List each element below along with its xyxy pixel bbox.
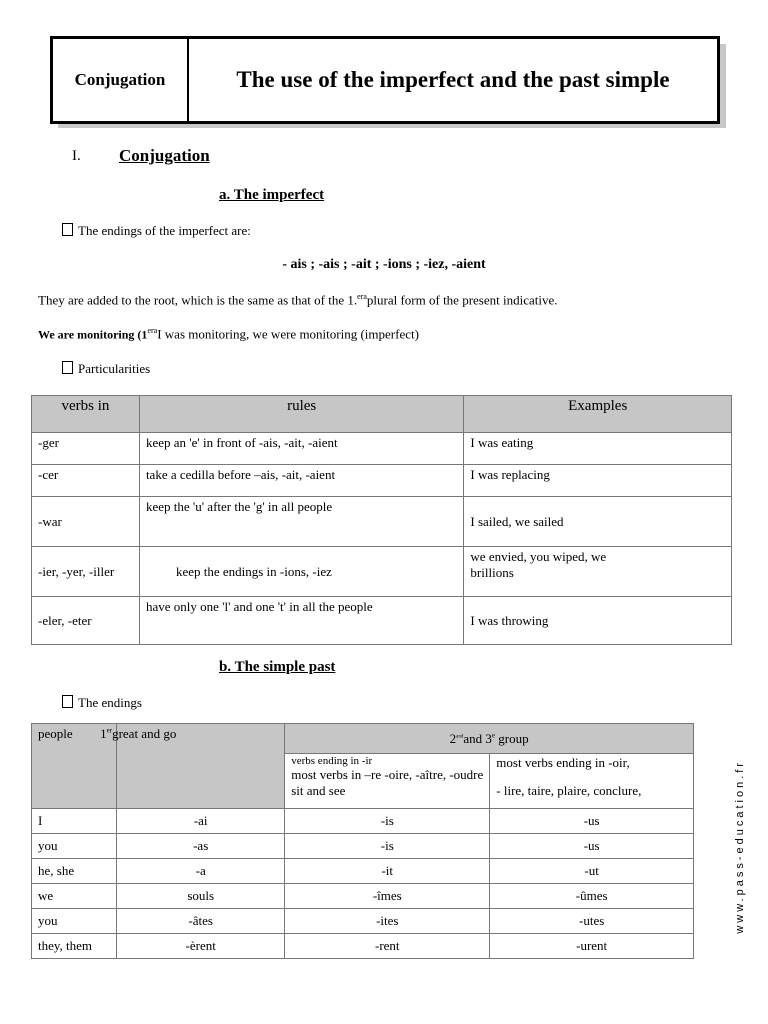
example-sup: era (147, 326, 158, 335)
root-sup: era (357, 292, 367, 301)
table-cell: we (32, 884, 117, 909)
col-header-people: people (32, 724, 117, 809)
col-header-second-third-group (285, 724, 694, 754)
table-cell: -ites (285, 909, 490, 934)
table-cell: -a (117, 859, 285, 884)
group-num: 2 (449, 730, 457, 746)
table-row (32, 934, 694, 959)
table-cell: -urent (490, 934, 694, 959)
imperfect-endings: - ais ; -ais ; -ait ; -ions ; -iez, -aient (282, 257, 486, 272)
table-cell: we envied, you wiped, we brillions (464, 547, 732, 597)
particularities-text: Particularities (78, 361, 151, 376)
table-cell: -us (490, 834, 694, 859)
sub-lire: - lire, taire, plaire, conclure, (496, 783, 642, 798)
table-cell: they, them (32, 934, 117, 959)
table-cell: you (32, 834, 117, 859)
first-group-sup: er (106, 726, 113, 735)
endings-intro-text: The endings of the imperfect are: (78, 223, 251, 238)
table-cell: take a cedilla before –ais, -ait, -aient (139, 465, 463, 497)
table-cell: -èrent (117, 934, 285, 959)
example-sentence (38, 326, 419, 342)
table-cell: I sailed, we sailed (464, 497, 732, 547)
page-title: The use of the imperfect and the past simple (236, 67, 670, 92)
example-bold: We are monitoring (1 (38, 327, 148, 342)
table-cell: -îmes (285, 884, 490, 909)
table-cell: -eler, -eter (32, 597, 140, 645)
table-row (32, 547, 732, 597)
table-row (32, 809, 694, 834)
sub-sit: sit and see (291, 783, 346, 798)
header-box (50, 36, 720, 124)
sub-re: most verbs in –re -oire, -aître, -oudre (291, 767, 484, 782)
header-category: Conjugation (53, 39, 189, 121)
table-cell: you (32, 909, 117, 934)
website-watermark: www.pass-education.fr (734, 760, 746, 934)
root-pre: They are added to the root, which is the same as that of the 1. (38, 292, 358, 308)
root-sentence (38, 292, 558, 308)
checkbox-bullet-icon (62, 361, 73, 374)
table-cell: -ai (117, 809, 285, 834)
table-cell: -cer (32, 465, 140, 497)
table-row (32, 497, 732, 547)
imperfect-particularities-table (31, 395, 732, 645)
imperfect-title: a. The imperfect (219, 187, 325, 203)
sub-oir: most verbs ending in -oir, (496, 755, 630, 770)
table-cell: I (32, 809, 117, 834)
simple-past-title: b. The simple past (219, 659, 336, 675)
table-cell: -us (490, 809, 694, 834)
table-cell: he, she (32, 859, 117, 884)
table-row (32, 859, 694, 884)
table-cell: -war (32, 497, 140, 547)
table-cell: I was eating (464, 433, 732, 465)
col-subheader-oir (490, 754, 694, 809)
checkbox-bullet-icon (62, 223, 73, 236)
table-row (32, 834, 694, 859)
table-cell: -is (285, 834, 490, 859)
table-cell: -ger (32, 433, 140, 465)
table-header-row (32, 396, 732, 433)
group-sup-2: e (491, 731, 495, 740)
table-cell: -ûmes (490, 884, 694, 909)
table-row (32, 597, 732, 645)
table-cell: keep the 'u' after the 'g' in all people (139, 497, 463, 547)
imperfect-endings-intro (62, 223, 251, 239)
table-row (32, 433, 732, 465)
particularities-heading (62, 361, 150, 377)
col-header-rules: rules (139, 396, 463, 433)
table-cell: -utes (490, 909, 694, 934)
col-subheader-ir-re (285, 754, 490, 809)
col-header-examples: Examples (464, 396, 732, 433)
table-cell: souls (117, 884, 285, 909)
sub-ir: verbs ending in -ir (291, 755, 373, 767)
table-row (32, 909, 694, 934)
table-cell: have only one 'l' and one 't' in all the people (139, 597, 463, 645)
root-post: plural form of the present indicative. (366, 292, 558, 308)
section-number: I. (72, 148, 81, 164)
table-cell: -âtes (117, 909, 285, 934)
simple-past-endings-table (31, 723, 694, 959)
table-cell: -is (285, 809, 490, 834)
table-cell: -as (117, 834, 285, 859)
table-cell: I was replacing (464, 465, 732, 497)
simple-past-endings-intro (62, 695, 142, 711)
table-header-row (32, 724, 694, 754)
table-cell: -ier, -yer, -iller (32, 547, 140, 597)
checkbox-bullet-icon (62, 695, 73, 708)
col-header-first-group (100, 724, 285, 809)
table-cell: I was throwing (464, 597, 732, 645)
section-title: Conjugation (119, 146, 210, 165)
table-cell: -rent (285, 934, 490, 959)
table-cell: -it (285, 859, 490, 884)
group-label: group (495, 730, 529, 746)
table-cell: keep the endings in -ions, -iez (139, 547, 463, 597)
col-header-verbs: verbs in (32, 396, 140, 433)
table-cell: -ut (490, 859, 694, 884)
group-sup-1: and (456, 734, 464, 740)
first-group-num: 1 (100, 726, 107, 741)
table-row (32, 465, 732, 497)
table-cell: keep an 'e' in front of -ais, -ait, -aient (139, 433, 463, 465)
example-rest: I was monitoring, we were monitoring (imperfect) (157, 326, 419, 342)
table-row (32, 884, 694, 909)
first-group-label: great and go (112, 726, 177, 741)
endings-text: The endings (78, 695, 142, 710)
group-mid: and 3 (463, 730, 492, 746)
